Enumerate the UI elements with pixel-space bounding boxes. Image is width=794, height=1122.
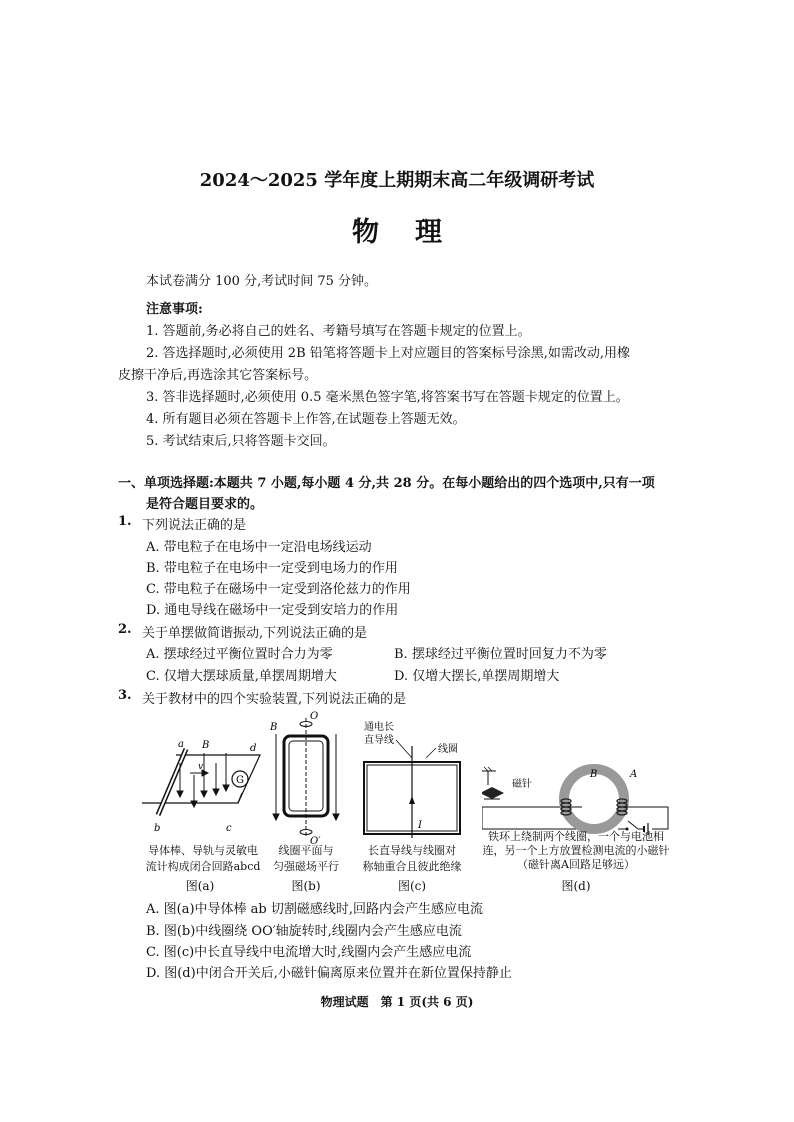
question-number: 2. [118,622,132,637]
question-stem: 关于单摆做简谐振动,下列说法正确的是 [142,626,368,641]
question-number: 3. [118,688,132,703]
fig-b-label-O: O [310,711,319,722]
section-heading-cont: 是符合题目要求的。 [146,497,264,512]
q2-option-a: A. 摆球经过平衡位置时合力为零 [146,647,333,662]
intro-text: 本试卷满分 100 分,考试时间 75 分钟。 [146,274,378,289]
q1-option-b: B. 带电粒子在电场中一定受到电场力的作用 [146,561,398,576]
q1-option-c: C. 带电粒子在磁场中一定受到洛伦兹力的作用 [146,582,411,597]
fig-a-label-b: b [154,823,161,834]
fig-a-label-c: c [226,823,232,834]
fig-a-label-a: a [178,739,184,750]
fig-c-label-I: I [418,820,422,831]
fig-a-label: 图(a) [185,879,215,893]
q1-option-d: D. 通电导线在磁场中一定受到安培力的作用 [146,603,399,618]
q3-option-b: B. 图(b)中线圈绕 OO′轴旋转时,线圈内会产生感应电流 [146,924,462,939]
fig-d-label-A: A [630,769,638,780]
notice-title: 注意事项: [146,302,203,317]
fig-c-caption [352,843,472,875]
notice-item: 5. 考试结束后,只将答题卡交回。 [146,434,336,449]
fig-b-label: 图(b) [291,879,321,893]
question-number: 1. [118,514,132,529]
subject-title: 物理 [352,217,478,248]
fig-b-label-O-prime: O′ [310,836,321,846]
q3-option-a: A. 图(a)中导体棒 ab 切割磁感线时,回路内会产生感应电流 [146,902,484,917]
notice-item: 2. 答选择题时,必须使用 2B 铅笔将答题卡上对应题目的答案标号涂黑,如需改动,用橡 [146,346,631,361]
fig-c-label-coil: 线圈 [438,744,458,755]
fig-c-label-wire: 直导线 [364,735,394,746]
fig-d-label-needle: 磁针 [512,779,532,790]
fig-b-caption [262,843,350,875]
notice-item: 3. 答非选择题时,必须使用 0.5 毫米黑色签字笔,将答案书写在答题卡规定的位置上。 [146,390,629,405]
notice-item: 皮擦干净后,再选涂其它答案标号。 [118,368,318,383]
fig-c-caption-line: 称轴重合且彼此绝缘 [362,860,462,873]
fig-b-caption-line: 匀强磁场平行 [273,860,339,873]
fig-d-caption-line: 连，另一个上方放置检测电流的小磁针 [482,844,670,857]
fig-a-label-B: B [202,740,210,751]
fig-b-label-B: B [270,722,278,733]
fig-a-label-d: d [250,743,257,754]
figure-b-diagram [270,708,342,846]
notice-item: 4. 所有题目必须在答题卡上作答,在试题卷上答题无效。 [146,412,466,427]
page-footer: 物理试题 第 1 页(共 6 页) [320,995,474,1009]
q1-option-a: A. 带电粒子在电场中一定沿电场线运动 [146,540,372,555]
fig-d-caption-line: 铁环上绕制两个线圈，一个与电池相 [488,830,664,843]
fig-d-label-B: B [590,769,598,780]
fig-b-caption-line: 线圈平面与 [278,844,334,857]
fig-c-label-wire: 通电长 [364,722,394,733]
q3-option-c: C. 图(c)中长直导线中电流增大时,线圈内会产生感应电流 [146,945,472,960]
figure-d-diagram [482,755,672,835]
q2-option-c: C. 仅增大摆球质量,单摆周期增大 [146,669,337,684]
figure-c-diagram [356,718,476,842]
fig-d-label: 图(d) [561,879,591,893]
fig-a-label-v: v [198,762,204,772]
question-stem: 下列说法正确的是 [142,518,247,533]
fig-a-label-G: G [236,775,244,786]
fig-c-caption-line: 长直导线与线圈对 [368,844,456,857]
question-stem: 关于教材中的四个实验装置,下列说法正确的是 [142,692,407,707]
exam-title: 2024～2025 学年度上期期末高二年级调研考试 [199,170,595,191]
fig-d-caption [478,830,674,872]
fig-a-caption [140,843,266,875]
q3-option-d: D. 图(d)中闭合开关后,小磁针偏离原来位置并在新位置保持静止 [146,966,512,981]
q2-option-d: D. 仅增大摆长,单摆周期增大 [394,669,560,684]
fig-a-caption-line: 流计构成闭合回路abcd [145,860,261,873]
fig-a-caption-line: 导体棒、导轨与灵敏电 [148,844,258,857]
fig-d-caption-line: （磁针离A回路足够远） [517,858,635,871]
section-heading: 一、单项选择题:本题共 7 小题,每小题 4 分,共 28 分。在每小题给出的四个选项中,只有一项 [118,476,655,491]
figure-a-diagram [138,735,268,845]
q2-option-b: B. 摆球经过平衡位置时回复力不为零 [394,647,607,662]
fig-c-label: 图(c) [397,879,427,893]
notice-item: 1. 答题前,务必将自己的姓名、考籍号填写在答题卡规定的位置上。 [146,324,531,339]
